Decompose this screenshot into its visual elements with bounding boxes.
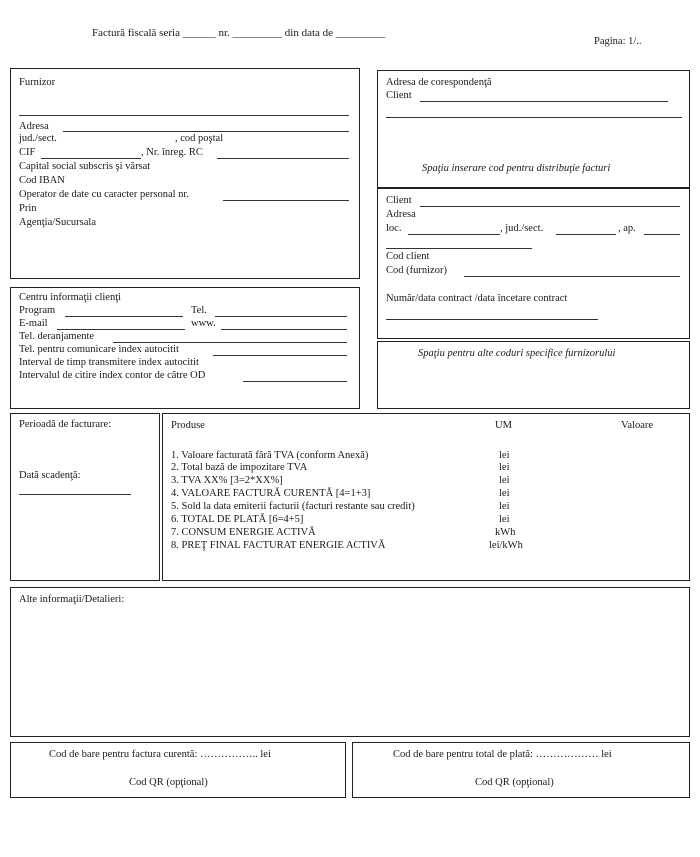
contract-label: Număr/data contract /data încetare contract bbox=[386, 293, 568, 304]
corespondenta-box bbox=[377, 70, 690, 188]
client-adresa-label: Adresa bbox=[386, 209, 416, 220]
centru-tel-label: Tel. bbox=[191, 305, 207, 316]
barcode-total-plata-label: Cod de bare pentru total de plată: ……………… lei bbox=[393, 749, 612, 760]
produse-row-um: kWh bbox=[495, 527, 516, 538]
contract-line bbox=[386, 319, 598, 320]
centru-informatii-box bbox=[10, 287, 360, 409]
cod-furnizor-label: Cod (furnizor) bbox=[386, 265, 447, 276]
perioada-facturare-label: Perioadă de facturare: bbox=[19, 419, 112, 430]
produse-row-label: 6. TOTAL DE PLATĂ [6=4+5] bbox=[171, 514, 304, 525]
centru-interval-citire-label: Intervalul de citire index contor de către OD bbox=[19, 370, 206, 381]
client-address-line-2 bbox=[386, 248, 532, 249]
centru-interval-transmitere-label: Interval de timp transmitere index autocitit bbox=[19, 357, 199, 368]
data-scadenta-line bbox=[19, 494, 131, 495]
client-loc-label: loc. bbox=[386, 223, 402, 234]
produse-row-um: lei bbox=[499, 501, 510, 512]
client-loc-line bbox=[408, 234, 500, 235]
centru-program-line bbox=[65, 316, 183, 317]
produse-row-um: lei bbox=[499, 450, 510, 461]
barcode-total-plata-box bbox=[352, 742, 690, 798]
produse-row-label: 4. VALOARE FACTURĂ CURENTĂ [4=1+3] bbox=[171, 488, 371, 499]
invoice-title-line: Factură fiscală seria ______ nr. _________ din data de _________ bbox=[92, 27, 386, 39]
um-header: UM bbox=[495, 420, 512, 431]
furnizor-box bbox=[10, 68, 360, 279]
furnizor-adresa-line bbox=[63, 131, 349, 132]
centru-email-label: E-mail bbox=[19, 318, 48, 329]
corespondenta-title: Adresa de corespondenţă bbox=[386, 77, 492, 88]
alte-informatii-box bbox=[10, 587, 690, 737]
corespondenta-client-label: Client bbox=[386, 90, 412, 101]
furnizor-iban-label: Cod IBAN bbox=[19, 175, 65, 186]
centru-email-line bbox=[57, 329, 185, 330]
produse-row-um: lei/kWh bbox=[489, 540, 523, 551]
furnizor-nr-inreg-label: , Nr. înreg. RC bbox=[141, 147, 203, 158]
alte-coduri-note: Spaţiu pentru alte coduri specifice furnizorului bbox=[418, 348, 616, 359]
furnizor-nr-inreg-line bbox=[217, 158, 349, 159]
furnizor-operator-label: Operator de date cu caracter personal nr. bbox=[19, 189, 189, 200]
cod-furnizor-line bbox=[464, 276, 680, 277]
centru-www-line bbox=[221, 329, 347, 330]
furnizor-adresa-label: Adresa bbox=[19, 121, 49, 132]
corespondenta-client-line bbox=[420, 101, 668, 102]
page-number: Pagina: 1/.. bbox=[594, 36, 642, 47]
produse-row-label: 8. PREŢ FINAL FACTURAT ENERGIE ACTIVĂ bbox=[171, 540, 386, 551]
client-label: Client bbox=[386, 195, 412, 206]
furnizor-cif-line bbox=[41, 158, 141, 159]
centru-title: Centru informaţii clienţi bbox=[19, 292, 122, 303]
centru-tel-index-line bbox=[213, 355, 347, 356]
furnizor-operator-line bbox=[223, 200, 349, 201]
produse-header: Produse bbox=[171, 420, 205, 431]
perioada-box bbox=[10, 413, 160, 581]
furnizor-prin-label: Prin bbox=[19, 203, 37, 214]
furnizor-name-line bbox=[19, 115, 349, 116]
alte-informatii-title: Alte informaţii/Detalieri: bbox=[19, 594, 125, 605]
alte-coduri-box bbox=[377, 341, 690, 409]
produse-row-um: lei bbox=[499, 514, 510, 525]
produse-row-label: 7. CONSUM ENERGIE ACTIVĂ bbox=[171, 527, 316, 538]
valoare-header: Valoare bbox=[621, 420, 654, 431]
client-ap-line bbox=[644, 234, 680, 235]
produse-row-label: 3. TVA XX% [3=2*XX%] bbox=[171, 475, 283, 486]
furnizor-jud-label: jud./sect. bbox=[19, 133, 57, 144]
centru-tel-line bbox=[215, 316, 347, 317]
centru-interval-citire-line bbox=[243, 381, 347, 382]
barcode-factura-curenta-box bbox=[10, 742, 346, 798]
furnizor-title: Furnizor bbox=[19, 77, 56, 88]
furnizor-agentia-label: Agenţia/Sucursala bbox=[19, 217, 96, 228]
client-box bbox=[377, 188, 690, 339]
centru-tel-deranj-line bbox=[113, 342, 347, 343]
produse-row-label: 2. Total bază de impozitare TVA bbox=[171, 462, 308, 473]
cod-client-label: Cod client bbox=[386, 251, 430, 262]
distribution-code-note: Spaţiu inserare cod pentru distribuţie facturi bbox=[422, 163, 611, 174]
centru-www-label: www. bbox=[191, 318, 216, 329]
client-ap-label: , ap. bbox=[618, 223, 636, 234]
qr-total-plata-label: Cod QR (opţional) bbox=[475, 777, 554, 788]
furnizor-cif-label: CIF bbox=[19, 147, 36, 158]
corespondenta-line-2 bbox=[386, 117, 682, 118]
furnizor-cod-postal-label: , cod poştal bbox=[175, 133, 224, 144]
produse-row-um: lei bbox=[499, 488, 510, 499]
produse-row-label: 5. Sold la data emiterii facturii (facturi restante sau credit) bbox=[171, 501, 415, 512]
barcode-factura-curenta-label: Cod de bare pentru factura curentă: …………….. lei bbox=[49, 749, 271, 760]
centru-tel-deranj-label: Tel. deranjamente bbox=[19, 331, 95, 342]
produse-box bbox=[162, 413, 690, 581]
data-scadenta-label: Dată scadenţă: bbox=[19, 470, 81, 481]
centru-program-label: Program bbox=[19, 305, 56, 316]
produse-row-um: lei bbox=[499, 475, 510, 486]
client-jud-label: , jud./sect. bbox=[500, 223, 544, 234]
client-jud-line bbox=[556, 234, 616, 235]
qr-factura-curenta-label: Cod QR (opţional) bbox=[129, 777, 208, 788]
produse-row-um: lei bbox=[499, 462, 510, 473]
produse-row-label: 1. Valoare facturată fără TVA (conform Anexă) bbox=[171, 450, 369, 461]
client-line bbox=[420, 206, 680, 207]
furnizor-capital-label: Capital social subscris şi vărsat bbox=[19, 161, 151, 172]
centru-tel-index-label: Tel. pentru comunicare index autocitit bbox=[19, 344, 179, 355]
